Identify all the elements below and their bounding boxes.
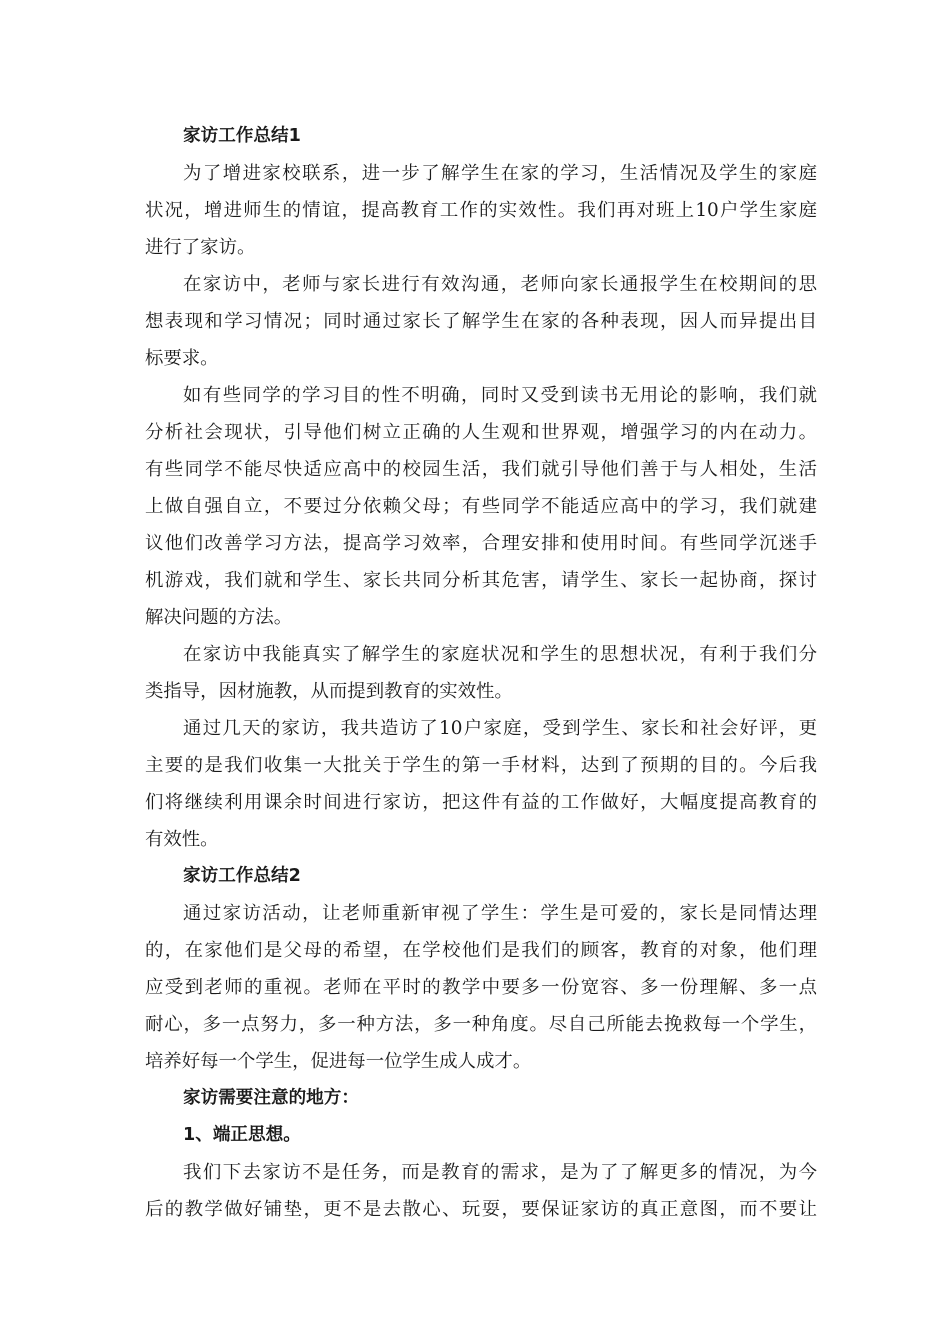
paragraph-line: 我们下去家访不是任务，而是教育的需求，是为了了解更多的情况，为今 — [183, 1162, 817, 1183]
paragraph — [145, 710, 817, 858]
heading-text: 1、端正思想。 — [183, 1125, 301, 1145]
paragraph-line: 后的教学做好铺垫，更不是去散心、玩耍，要保证家访的真正意图，而不要让 — [145, 1199, 817, 1220]
paragraph — [145, 155, 817, 266]
section-heading — [145, 1080, 817, 1117]
paragraph-line: 在家访中，老师与家长进行有效沟通，老师向家长通报学生在校期间的思 — [183, 274, 817, 295]
paragraph-line: 有些同学不能尽快适应高中的校园生活，我们就引导他们善于与人相处，生活 — [145, 459, 817, 480]
paragraph — [145, 636, 817, 710]
paragraph-line: 培养好每一个学生，促进每一位学生成人成才。 — [145, 1051, 532, 1072]
paragraph-line: 议他们改善学习方法，提高学习效率，合理安排和使用时间。有些同学沉迷手 — [145, 533, 817, 554]
paragraph-line: 主要的是我们收集一大批关于学生的第一手材料，达到了预期的目的。今后我 — [145, 755, 817, 776]
paragraph-line: 的，在家他们是父母的希望，在学校他们是我们的顾客，教育的对象，他们理 — [145, 940, 817, 961]
paragraph-line: 进行了家访。 — [145, 237, 256, 258]
paragraph-line: 为了增进家校联系，进一步了解学生在家的学习，生活情况及学生的家庭 — [183, 163, 817, 184]
heading-text: 家访需要注意的地方： — [183, 1088, 359, 1108]
paragraph-line: 状况，增进师生的情谊，提高教育工作的实效性。我们再对班上10户学生家庭 — [145, 200, 817, 221]
paragraph-line: 在家访中我能真实了解学生的家庭状况和学生的思想状况，有利于我们分 — [183, 644, 817, 665]
paragraph-line: 通过家访活动，让老师重新审视了学生：学生是可爱的，家长是同情达理 — [183, 903, 817, 924]
paragraph-line: 通过几天的家访，我共造访了10户家庭，受到学生、家长和社会好评，更 — [183, 718, 817, 739]
paragraph-line: 分析社会现状，引导他们树立正确的人生观和世界观，增强学习的内在动力。 — [145, 422, 817, 443]
paragraph-line: 耐心，多一点努力，多一种方法，多一种角度。尽自己所能去挽救每一个学生， — [145, 1014, 817, 1035]
paragraph — [145, 1154, 817, 1228]
document-page — [145, 118, 817, 1228]
paragraph-line: 们将继续利用课余时间进行家访，把这件有益的工作做好，大幅度提高教育的 — [145, 792, 817, 813]
section-heading — [145, 118, 817, 155]
paragraph — [145, 377, 817, 636]
paragraph-line: 标要求。 — [145, 348, 219, 369]
paragraph-line: 有效性。 — [145, 829, 219, 850]
paragraph — [145, 895, 817, 1080]
section-heading — [145, 858, 817, 895]
paragraph-line: 如有些同学的学习目的性不明确，同时又受到读书无用论的影响，我们就 — [183, 385, 817, 406]
paragraph-line: 想表现和学习情况；同时通过家长了解学生在家的各种表现，因人而异提出目 — [145, 311, 817, 332]
heading-text: 家访工作总结1 — [183, 126, 301, 146]
paragraph-line: 解决问题的方法。 — [145, 607, 293, 628]
paragraph-line: 应受到老师的重视。老师在平时的教学中要多一份宽容、多一份理解、多一点 — [145, 977, 817, 998]
paragraph-line: 上做自强自立，不要过分依赖父母；有些同学不能适应高中的学习，我们就建 — [145, 496, 817, 517]
paragraph — [145, 266, 817, 377]
section-heading — [145, 1117, 817, 1154]
paragraph-line: 机游戏，我们就和学生、家长共同分析其危害，请学生、家长一起协商，探讨 — [145, 570, 817, 591]
paragraph-line: 类指导，因材施教，从而提到教育的实效性。 — [145, 681, 513, 702]
heading-text: 家访工作总结2 — [183, 866, 301, 886]
